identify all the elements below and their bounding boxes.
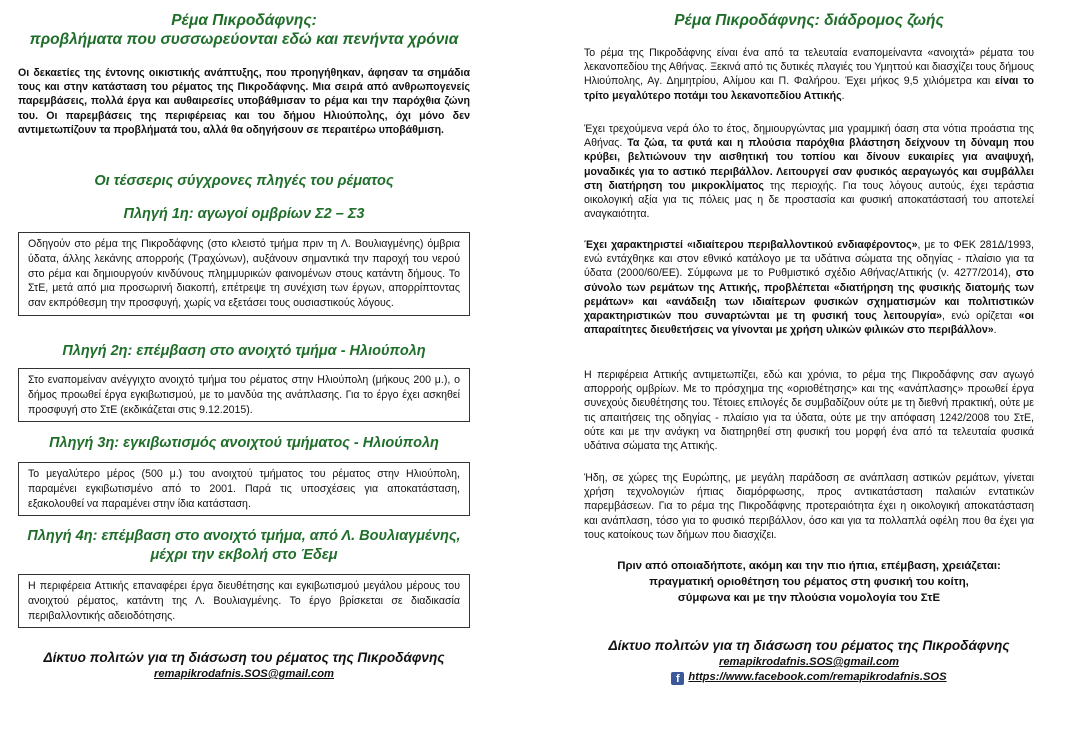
right-paragraph-1	[584, 46, 1034, 103]
wound4-heading-line1: Πληγή 4η: επέμβαση στο ανοιχτό τμήμα, από Λ. Βουλιαγμένης,	[27, 528, 461, 544]
wound4-heading-line2: μέχρι την εκβολή στο Έδεμ	[150, 547, 338, 563]
p3-bold-2: στο σύνολο των ρεμάτων της Αττικής, προβλέπεται «διατήρηση της φυσικής διατομής των ρεμάτων» και «ανάδειξη των ιδιαίτερων φυσικών σχηματισμών και πολιτιστικών χαρακτηριστικών που συναρτώνται με τη φυσική τους λειτουργία»	[584, 267, 1034, 323]
p1-bold: είναι το τρίτο μεγαλύτερο ποτάμι του λεκανοπεδίου Αττικής	[584, 75, 1035, 102]
right-paragraph-2	[584, 122, 1034, 221]
facebook-icon: f	[671, 672, 684, 685]
right-paragraph-3	[584, 238, 1034, 337]
left-title-line2: προβλήματα που συσσωρεύονται εδώ και πενήντα χρόνια	[29, 31, 459, 48]
right-paragraph-4: Η περιφέρεια Αττικής αντιμετωπίζει, εδώ και χρόνια, το ρέμα της Πικροδάφνης σαν αγωγό απορροής ομβρίων. Με το πρόσχημα της «οριοθέτησης» και της «ανάπλασης» προωθεί έργα συνεχούς διευθέτησης του. Τέτοιες επιλογές δε συμβαδίζουν ούτε με τη διεθνή πρακτική, ούτε με τις απαιτήσεις της οδηγίας - πλαίσιο για τα ύδατα, ούτε με την απόφαση 1242/2008 του ΣτΕ, ούτε και με την ανάγκη να διατηρηθεί στη φυσική του μορφή ένα από τα τελευταία φυσικά υδάτινα σώματα της Αττικής.	[584, 369, 1034, 453]
cta-line1: Πριν από οποιαδήποτε, ακόμη και την πιο ήπια, επέμβαση, χρειάζεται:	[617, 560, 1001, 572]
p3-text-1: , με το ΦΕΚ 281Δ/1993, ενώ εντάχθηκε και στον εθνικό κατάλογο με τα υδάτινα σώματα της οδηγίας - πλαίσιο για τα ύδατα (2000/60/ΕΕ). Σύμφωνα με το Ρυθμιστικό σχέδιο Αθήνας/Αττικής (ν. 4277/2014),	[584, 239, 1034, 280]
left-title	[18, 11, 470, 49]
left-title-line1: Ρέμα Πικροδάφνης:	[171, 12, 317, 29]
cta-line3: σύμφωνα και με την πλούσια νομολογία του ΣτΕ	[677, 592, 941, 604]
p2-end: της περιοχής. Για τους λόγους αυτούς, έχει τεράστια οικολογική αξία για τις πόλεις μας η δε προστασία και φυσική αποκατάστασή του αποτελεί αναγκαιότητα.	[584, 179, 1034, 221]
facebook-link[interactable]	[584, 671, 1034, 685]
wound2-box: Στο εναπομείναν ανέγγιχτο ανοιχτό τμήμα του ρέματος στην Ηλιούπολη (μήκους 200 μ.), ο δήμος προωθεί έργα εγκιβωτισμού, με το μανδύα της ανάπλασης. Για το έργο έχει ασκηθεί προσφυγή στο ΣτΕ (εκδικάζεται στις 9.12.2015).	[18, 368, 470, 422]
wound3-box: Το μεγαλύτερο μέρος (500 μ.) του ανοιχτού τμήματος του ρέματος στην Ηλιούπολη, παραμένει εγκιβωτισμένο από το 2001. Παρά τις υποσχέσεις για αποκατάσταση, εξακολουθεί να παραμένει στην ίδια κατάσταση.	[18, 462, 470, 516]
p3-end: .	[993, 324, 997, 337]
p2-text: Έχει τρεχούμενα νερά όλο το έτος, δημιουργώντας μια γραμμική όαση στα νότια προάστια της Αθήνας.	[584, 123, 1034, 150]
cta-line2: πραγματική οριοθέτηση του ρέματος στη φυσική του κοίτη,	[649, 576, 969, 588]
p1-end: .	[841, 89, 845, 102]
wound2-heading: Πληγή 2η: επέμβαση στο ανοιχτό τμήμα - Ηλιούπολη	[62, 343, 426, 359]
right-paragraph-5: Ήδη, σε χώρες της Ευρώπης, με μεγάλη παράδοση σε ανάπλαση αστικών ρεμάτων, γίνεται χρήση τεχνολογιών ήπιας διαμόρφωσης, προς αντικατάσταση παλαιών εντατικών παρεμβάσεων. Για το ρέμα της Πικροδάφνης προτεραιότητα έχει η οικολογική αποκατάσταση και ανάπλαση, τόσο για το φυσικό περιβάλλον, όσο και για τα πολλαπλά οφέλη που θα έχει για τους κατοίκους των δήμων που διασχίζει.	[584, 472, 1034, 541]
wound4-heading	[18, 527, 470, 565]
right-network-name: Δίκτυο πολιτών για τη διάσωση του ρέματος της Πικροδάφνης	[608, 638, 1010, 653]
intro-paragraph: Οι δεκαετίες της έντονης οικιστικής ανάπτυξης, που προηγήθηκαν, άφησαν τα σημάδια τους και στην κατάσταση του ρέματος της Πικροδάφνης. Μια σειρά από ανθρωπογενείς παρεμβάσεις, πολλά έργα και αυθαιρεσίες υποβάθμισαν το ρέμα και την παρόχθια ζώνη του. Οι παρεμβάσεις της περιφέρειας και του δήμου Ηλιούπολης, όχι μόνο δεν αντιμετωπίζουν τα προβλήματά του, αλλά θα οδηγήσουν σε περαιτέρω υποβάθμιση.	[18, 67, 470, 136]
wound4-box: Η περιφέρεια Αττικής επαναφέρει έργα διευθέτησης και εγκιβωτισμού μεγάλου μέρους του ανοιχτού ρέματος, κατάντη της Λ. Βουλιαγμένης. Το έργο βρίσκεται σε διαδικασία περιβαλλοντικής αδειοδότησης.	[18, 574, 470, 628]
wound1-box: Οδηγούν στο ρέμα της Πικροδάφνης (στο κλειστό τμήμα πριν τη Λ. Βουλιαγμένης) όμβρια ύδατα, άλλης λεκάνης απορροής (Τραχώνων), αυξάνουν σημαντικά την παροχή του νερού στο ρέμα και δημιουργούν κινδύνους πλημμυρικών φαινομένων στους κατάντη δήμους. Το ΣτΕ, μετά από μια προσωρινή διακοπή, επέτρεψε τη συνέχιση των έργων, απορρίπτοντας σαν εκπρόθεσμη την προσφυγή, χωρίς να εξετάσει τους ουσιαστικούς λόγους.	[18, 232, 470, 316]
p3-bold-1: Έχει χαρακτηριστεί «ιδιαίτερου περιβαλλοντικού ενδιαφέροντος»	[584, 239, 918, 251]
wound1-heading: Πληγή 1η: αγωγοί ομβρίων Σ2 – Σ3	[123, 206, 365, 222]
wound3-heading: Πληγή 3η: εγκιβωτισμός ανοιχτού τμήματος - Ηλιούπολη	[49, 435, 439, 451]
sources-heading: Οι τέσσερις σύγχρονες πληγές του ρέματος	[94, 173, 394, 189]
p1-text: Το ρέμα της Πικροδάφνης είναι ένα από τα τελευταία εναπομείναντα «ανοιχτά» ρέματα του λεκανοπεδίου της Αθήνας. Ξεκινά από τις δυτικές πλαγιές του Υμηττού και διασχίζει τους δήμους Ηλιούπολης, Αγ. Δημητρίου, Αλίμου και Π. Φαλήρου. Έχει μήκος 9,5 χιλιόμετρα και	[584, 47, 1034, 88]
facebook-url[interactable]: https://www.facebook.com/remapikrodafnis.SOS	[688, 671, 947, 683]
left-network-name: Δίκτυο πολιτών για τη διάσωση του ρέματος της Πικροδάφνης	[43, 650, 445, 665]
p2-bold: Τα ζώα, τα φυτά και η πλούσια παρόχθια βλάστηση δείχνουν τη δύναμη που κρύβει, βελτιώνουν την αισθητική του τοπίου και δίνουν ευκαιρίες για αναψυχή, μοναδικές για το αστικό περιβάλλον. Λειτουργεί σαν φυσικός αεραγωγός και συμβάλλει στη διατήρηση του μικροκλίματος	[584, 137, 1035, 192]
p3-bold-3: «οι απαραίτητες διευθετήσεις να γίνονται με χρήση υλικών φιλικών στο περιβάλλον»	[584, 310, 1034, 337]
p3-text-2: , ενώ ορίζεται	[942, 310, 1019, 323]
right-email-link[interactable]: remapikrodafnis.SOS@gmail.com	[718, 656, 900, 668]
right-title: Ρέμα Πικροδάφνης: διάδρομος ζωής	[674, 12, 944, 29]
left-email-link[interactable]: remapikrodafnis.SOS@gmail.com	[153, 668, 335, 680]
call-to-action	[584, 558, 1034, 606]
